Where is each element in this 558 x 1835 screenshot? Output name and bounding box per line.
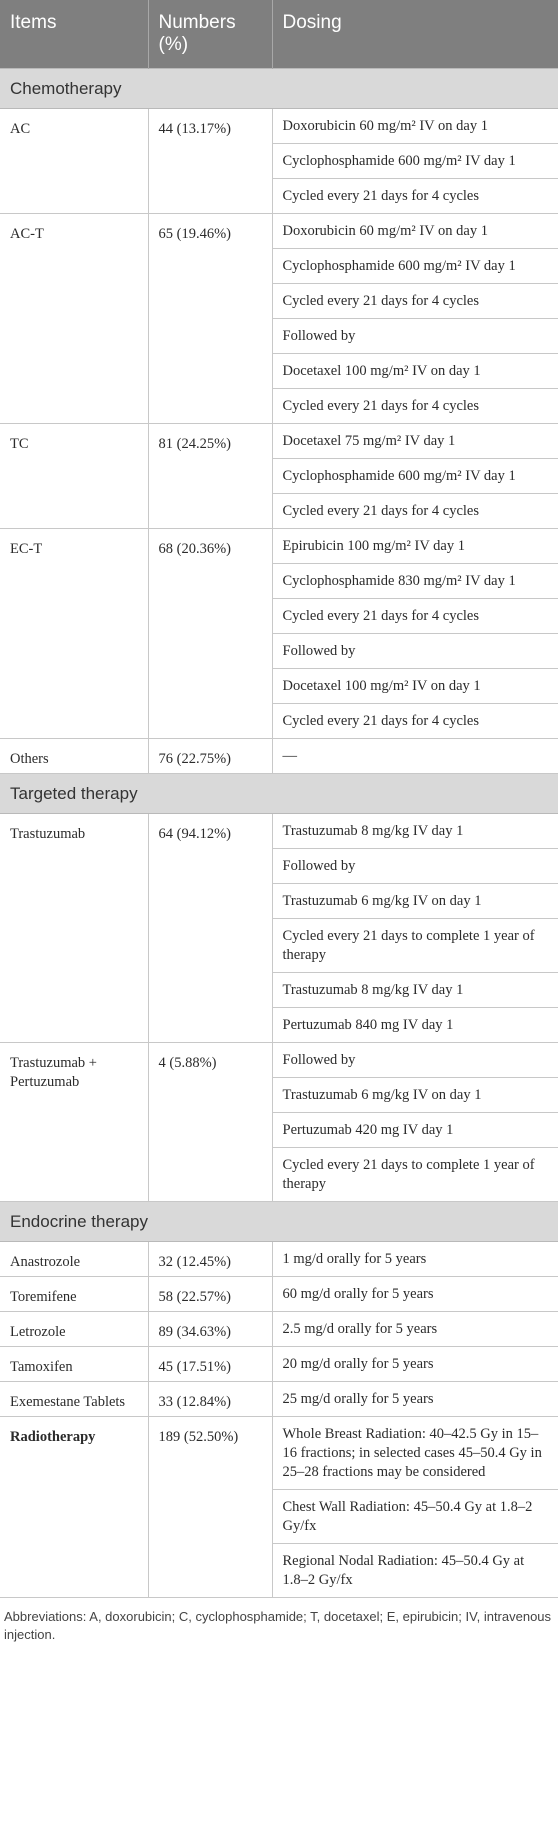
dosing-cell <box>272 529 558 564</box>
table-row <box>0 424 558 459</box>
dosing-cell <box>272 1417 558 1490</box>
table-row <box>0 1417 558 1490</box>
dosing-cell <box>272 849 558 884</box>
section-row <box>0 774 558 814</box>
item-cell: Trastuzumab <box>0 814 148 1043</box>
header-row <box>0 0 558 69</box>
table-row <box>0 1347 558 1382</box>
item-cell: Anastrozole <box>0 1242 148 1277</box>
number-cell: 76 (22.75%) <box>148 739 272 774</box>
dosing-cell <box>272 1148 558 1202</box>
dosing-cell <box>272 1347 558 1382</box>
dosing-text: 1 mg/d orally for 5 years <box>282 1251 427 1267</box>
dosing-cell <box>272 1078 558 1113</box>
header-dosing: Dosing <box>272 0 558 69</box>
dosing-cell <box>272 704 558 739</box>
dosing-text: Docetaxel 100 mg/m² IV on day 1 <box>282 363 481 379</box>
dosing-cell <box>272 249 558 284</box>
item-cell: AC <box>0 109 148 214</box>
dosing-cell <box>272 973 558 1008</box>
table-body <box>0 69 558 1598</box>
dosing-cell <box>272 739 558 774</box>
item-cell: Letrozole <box>0 1312 148 1347</box>
dosing-cell <box>272 1312 558 1347</box>
table-row <box>0 739 558 774</box>
dosing-cell <box>272 1113 558 1148</box>
dosing-cell <box>272 424 558 459</box>
dosing-text: Cyclophosphamide 600 mg/m² IV day 1 <box>282 468 516 484</box>
dosing-text: Cyclophosphamide 600 mg/m² IV day 1 <box>282 258 516 274</box>
dosing-text: Cycled every 21 days to complete 1 year of therapy <box>282 1157 535 1192</box>
dosing-cell <box>272 109 558 144</box>
dosing-cell <box>272 634 558 669</box>
dosing-cell <box>272 919 558 973</box>
item-cell: Exemestane Tablets <box>0 1382 148 1417</box>
dosing-cell <box>272 599 558 634</box>
number-cell: 32 (12.45%) <box>148 1242 272 1277</box>
section-title: Chemotherapy <box>0 69 558 109</box>
dosing-cell <box>272 884 558 919</box>
number-cell: 33 (12.84%) <box>148 1382 272 1417</box>
table-row <box>0 1312 558 1347</box>
dosing-text: Doxorubicin 60 mg/m² IV on day 1 <box>282 118 488 134</box>
dosing-text: Cycled every 21 days for 4 cycles <box>282 608 479 624</box>
item-cell: Toremifene <box>0 1277 148 1312</box>
number-cell: 64 (94.12%) <box>148 814 272 1043</box>
dosing-cell <box>272 389 558 424</box>
dosing-text: Docetaxel 100 mg/m² IV on day 1 <box>282 678 481 694</box>
dosing-text: Trastuzumab 6 mg/kg IV on day 1 <box>282 1087 482 1103</box>
table-row <box>0 214 558 249</box>
table-row <box>0 814 558 849</box>
dosing-text: Chest Wall Radiation: 45–50.4 Gy at 1.8–2 Gy/fx <box>282 1499 533 1534</box>
dosing-text: Cycled every 21 days to complete 1 year of therapy <box>282 928 535 963</box>
dosing-text: Regional Nodal Radiation: 45–50.4 Gy at 1.8–2 Gy/fx <box>282 1553 525 1588</box>
dosing-text: Followed by <box>282 643 356 659</box>
number-cell: 189 (52.50%) <box>148 1417 272 1598</box>
dosing-cell <box>272 1382 558 1417</box>
dosing-text: Cycled every 21 days for 4 cycles <box>282 398 479 414</box>
table-row <box>0 1242 558 1277</box>
number-cell: 58 (22.57%) <box>148 1277 272 1312</box>
item-cell: TC <box>0 424 148 529</box>
number-cell: 89 (34.63%) <box>148 1312 272 1347</box>
number-cell: 68 (20.36%) <box>148 529 272 739</box>
dosing-text: 25 mg/d orally for 5 years <box>282 1391 434 1407</box>
header-items: Items <box>0 0 148 69</box>
dosing-text: Trastuzumab 8 mg/kg IV day 1 <box>282 823 464 839</box>
table-row <box>0 1043 558 1078</box>
dosing-text: Doxorubicin 60 mg/m² IV on day 1 <box>282 223 488 239</box>
table-row <box>0 109 558 144</box>
dosing-text: Cycled every 21 days for 4 cycles <box>282 503 479 519</box>
table-row <box>0 1277 558 1312</box>
dosing-cell <box>272 214 558 249</box>
item-cell: Tamoxifen <box>0 1347 148 1382</box>
dosing-text: — <box>282 748 297 764</box>
dosing-cell <box>272 179 558 214</box>
dosing-text: Trastuzumab 6 mg/kg IV on day 1 <box>282 893 482 909</box>
footnote: Abbreviations: A, doxorubicin; C, cyclophosphamide; T, docetaxel; E, epirubicin; IV, intravenous injection. <box>4 1609 552 1642</box>
dosing-text: Cycled every 21 days for 4 cycles <box>282 293 479 309</box>
dosing-cell <box>272 319 558 354</box>
number-cell: 45 (17.51%) <box>148 1347 272 1382</box>
dosing-cell <box>272 1242 558 1277</box>
dosing-text: 2.5 mg/d orally for 5 years <box>282 1321 438 1337</box>
number-cell: 65 (19.46%) <box>148 214 272 424</box>
dosing-text: Pertuzumab 840 mg IV day 1 <box>282 1017 454 1033</box>
dosing-cell <box>272 284 558 319</box>
section-title: Targeted therapy <box>0 774 558 814</box>
item-cell: Others <box>0 739 148 774</box>
dosing-text: 20 mg/d orally for 5 years <box>282 1356 434 1372</box>
section-title: Endocrine therapy <box>0 1202 558 1242</box>
dosing-cell <box>272 1008 558 1043</box>
dosing-text: Followed by <box>282 858 356 874</box>
number-cell: 81 (24.25%) <box>148 424 272 529</box>
item-cell: Radiotherapy <box>0 1417 148 1598</box>
dosing-text: Followed by <box>282 1052 356 1068</box>
table-row <box>0 529 558 564</box>
dosing-cell <box>272 1490 558 1544</box>
dosing-text: Epirubicin 100 mg/m² IV day 1 <box>282 538 465 554</box>
dosing-text: Cycled every 21 days for 4 cycles <box>282 713 479 729</box>
item-cell: AC-T <box>0 214 148 424</box>
dosing-text: Cycled every 21 days for 4 cycles <box>282 188 479 204</box>
dosing-cell <box>272 564 558 599</box>
number-cell: 4 (5.88%) <box>148 1043 272 1202</box>
dosing-cell <box>272 144 558 179</box>
item-cell: Trastuzumab + Pertuzumab <box>0 1043 148 1202</box>
header-numbers: Numbers (%) <box>148 0 272 69</box>
dosing-cell <box>272 459 558 494</box>
dosing-cell <box>272 669 558 704</box>
number-cell: 44 (13.17%) <box>148 109 272 214</box>
dosing-cell <box>272 814 558 849</box>
dosing-cell <box>272 1277 558 1312</box>
table-row <box>0 1382 558 1417</box>
dosing-text: Followed by <box>282 328 356 344</box>
dosing-text: Whole Breast Radiation: 40–42.5 Gy in 15–16 fractions; in selected cases 45–50.4 Gy in 25–28 fractions may be considered <box>282 1426 542 1480</box>
section-row <box>0 69 558 109</box>
dosing-cell <box>272 1043 558 1078</box>
dosing-text: Cyclophosphamide 830 mg/m² IV day 1 <box>282 573 516 589</box>
dosing-text: Pertuzumab 420 mg IV day 1 <box>282 1122 454 1138</box>
section-row <box>0 1202 558 1242</box>
dosing-cell <box>272 354 558 389</box>
dosing-cell <box>272 1544 558 1598</box>
dosing-cell <box>272 494 558 529</box>
dosing-text: Docetaxel 75 mg/m² IV day 1 <box>282 433 456 449</box>
item-cell: EC-T <box>0 529 148 739</box>
dosing-text: 60 mg/d orally for 5 years <box>282 1286 434 1302</box>
dosing-text: Trastuzumab 8 mg/kg IV day 1 <box>282 982 464 998</box>
dosing-text: Cyclophosphamide 600 mg/m² IV day 1 <box>282 153 516 169</box>
